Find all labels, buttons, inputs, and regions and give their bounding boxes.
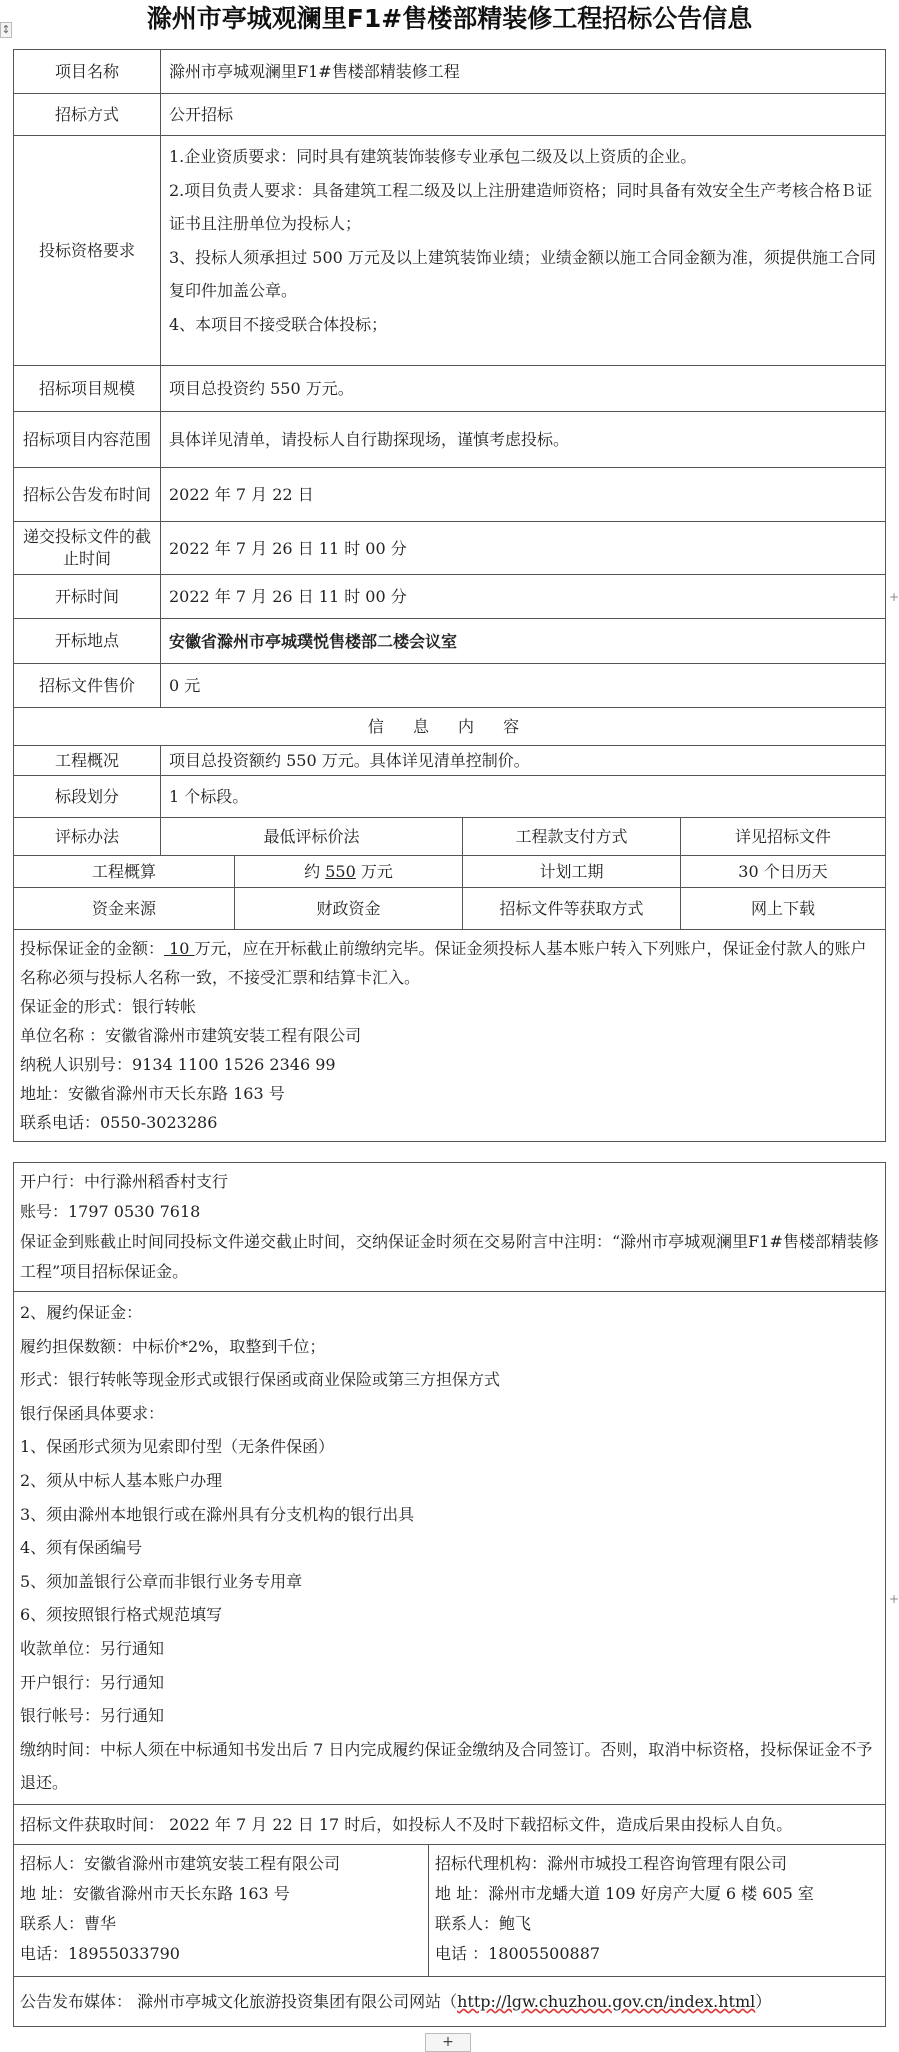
tenderer-phone: 电话：18955033790 [20, 1943, 180, 1963]
section-label: 标段划分 [14, 776, 161, 818]
method-value: 公开招标 [161, 94, 886, 136]
price-value: 0 元 [161, 664, 886, 708]
scope-value: 具体详见清单，请投标人自行勘探现场，谨慎考虑投标。 [161, 412, 886, 468]
period-label: 计划工期 [463, 856, 681, 888]
overview-label: 工程概况 [14, 746, 161, 776]
payment-label: 工程款支付方式 [463, 818, 681, 856]
perf-line: 4、须有保函编号 [20, 1538, 143, 1558]
deposit-info-table [13, 1162, 886, 2027]
tenderer-block [14, 1844, 429, 1976]
open-place-label: 开标地点 [14, 619, 161, 664]
perf-line: 3、须由滁州本地银行或在滁州具有分支机构的银行出具 [20, 1504, 415, 1524]
qualification-value [161, 136, 886, 366]
bank-block [14, 1163, 886, 1292]
unit-phone: 联系电话：0550-3023286 [20, 1113, 218, 1132]
perf-line: 收款单位：另行通知 [20, 1638, 165, 1658]
bank-name: 开户行：中行滁州稻香村支行 [20, 1172, 229, 1191]
open-time-value: 2022 年 7 月 26 日 11 时 00 分 [161, 575, 886, 619]
method-label: 招标方式 [14, 94, 161, 136]
row-insert-icon[interactable]: + [889, 590, 899, 604]
budget-value: 约 550 万元 [235, 856, 463, 888]
perf-line: 2、履约保证金： [20, 1303, 143, 1322]
perf-line: 银行帐号：另行通知 [20, 1706, 165, 1726]
qualification-label: 投标资格要求 [14, 136, 161, 366]
agent-phone: 电话 ：18005500887 [435, 1943, 601, 1963]
agent-name: 招标代理机构：滁州市城投工程咨询管理有限公司 [435, 1853, 788, 1873]
deposit-form: 保证金的形式：银行转帐 [20, 997, 197, 1016]
obtain-label: 招标文件等获取方式 [463, 888, 681, 930]
deposit-note: 保证金到账截止时间同投标文件递交截止时间，交纳保证金时须在交易附言中注明：“滁州市亭城观澜里F1#售楼部精装修工程”项目招标保证金。 [20, 1232, 879, 1281]
agent-contact: 联系人：鲍飞 [435, 1913, 532, 1933]
perf-line: 履约担保数额：中标价*2%，取整到千位； [20, 1336, 326, 1356]
open-place-value: 安徽省滁州市亭城璞悦售楼部二楼会议室 [161, 619, 886, 664]
obtain-value: 网上下载 [681, 888, 886, 930]
budget-label: 工程概算 [14, 856, 235, 888]
qualification-item: 4、本项目不接受联合体投标； [169, 314, 388, 334]
perf-line: 2、须从中标人基本账户办理 [20, 1470, 223, 1490]
obtain-time: 招标文件获取时间： 2022 年 7 月 22 日 17 时后，如投标人不及时下载招标文件，造成后果由投标人自负。 [14, 1804, 886, 1844]
project-name-value: 滁州市亭城观澜里F1#售楼部精装修工程 [161, 50, 886, 94]
tender-info-table [13, 49, 886, 1142]
perf-line: 6、须按照银行格式规范填写 [20, 1605, 223, 1625]
unit-address: 地址：安徽省滁州市天长东路 163 号 [20, 1084, 285, 1103]
performance-bond-block [14, 1292, 886, 1805]
media-link[interactable]: http://lgw.chuzhou.gov.cn/index.html [457, 1991, 756, 2011]
perf-line: 5、须加盖银行公章而非银行业务专用章 [20, 1571, 303, 1591]
eval-value: 最低评标价法 [161, 818, 463, 856]
corner-handle-icon[interactable]: ↕ [1, 23, 11, 36]
tenderer-address: 地 址：安徽省滁州市天长东路 163 号 [20, 1883, 290, 1903]
open-time-label: 开标时间 [14, 575, 161, 619]
payment-value: 详见招标文件 [681, 818, 886, 856]
perf-line: 开户银行：另行通知 [20, 1672, 165, 1692]
agent-address: 地 址：滁州市龙蟠大道 109 好房产大厦 6 楼 605 室 [435, 1883, 814, 1903]
deposit-block [14, 930, 886, 1142]
publish-time-label: 招标公告发布时间 [14, 468, 161, 522]
media-row: 公告发布媒体： 滁州市亭城文化旅游投资集团有限公司网站（http://lgw.chuzhou.gov.cn/index.html） [14, 1976, 886, 2026]
qualification-item: 2.项目负责人要求：具备建筑工程二级及以上注册建造师资格；同时具备有效安全生产考核合格Ｂ证证书且注册单位为投标人； [169, 180, 873, 233]
scale-label: 招标项目规模 [14, 366, 161, 412]
scope-label: 招标项目内容范围 [14, 412, 161, 468]
deposit-amount-text: 投标保证金的金额： 10 万元，应在开标截止前缴纳完毕。保证金须投标人基本账户转入下列账户，保证金付款人的账户名称必须与投标人名称一致，不接受汇票和结算卡汇入。 [20, 939, 867, 987]
perf-line: 缴纳时间：中标人须在中标通知书发出后 7 日内完成履约保证金缴纳及合同签订。否则，取消中标资格，投标保证金不予退还。 [20, 1739, 873, 1793]
period-value: 30 个日历天 [681, 856, 886, 888]
section-value: 1 个标段。 [161, 776, 886, 818]
deadline-value: 2022 年 7 月 26 日 11 时 00 分 [161, 522, 886, 575]
price-label: 招标文件售价 [14, 664, 161, 708]
qualification-item: 3、投标人须承担过 500 万元及以上建筑装饰业绩；业绩金额以施工合同金额为准，须提供施工合同复印件加盖公章。 [169, 247, 876, 300]
project-name-label: 项目名称 [14, 50, 161, 94]
tenderer-name: 招标人：安徽省滁州市建筑安装工程有限公司 [20, 1853, 341, 1873]
scale-value: 项目总投资约 550 万元。 [161, 366, 886, 412]
bank-account: 账号：1797 0530 7618 [20, 1202, 201, 1221]
fund-value: 财政资金 [235, 888, 463, 930]
perf-line: 形式：银行转帐等现金形式或银行保函或商业保险或第三方担保方式 [20, 1370, 501, 1390]
overview-value: 项目总投资额约 550 万元。具体详见清单控制价。 [161, 746, 886, 776]
tenderer-contact: 联系人：曹华 [20, 1913, 117, 1933]
perf-line: 银行保函具体要求： [20, 1403, 165, 1423]
qualification-item: 1.企业资质要求：同时具有建筑装饰装修专业承包二级及以上资质的企业。 [169, 147, 697, 166]
info-header: 信 息 内 容 [14, 708, 886, 746]
row-insert-icon[interactable]: + [889, 1592, 899, 1606]
deadline-label: 递交投标文件的截止时间 [14, 522, 161, 575]
agent-block [429, 1844, 886, 1976]
add-row-button[interactable]: + [425, 2033, 471, 2052]
fund-label: 资金来源 [14, 888, 235, 930]
tax-id: 纳税人识别号：9134 1100 1526 2346 99 [20, 1055, 336, 1074]
perf-line: 1、保函形式须为见索即付型（无条件保函） [20, 1437, 335, 1457]
page-title: 滁州市亭城观澜里F1#售楼部精装修工程招标公告信息 [146, 4, 753, 33]
unit-name: 单位名称 ：安徽省滁州市建筑安装工程有限公司 [20, 1026, 362, 1045]
publish-time-value: 2022 年 7 月 22 日 [161, 468, 886, 522]
eval-label: 评标办法 [14, 818, 161, 856]
